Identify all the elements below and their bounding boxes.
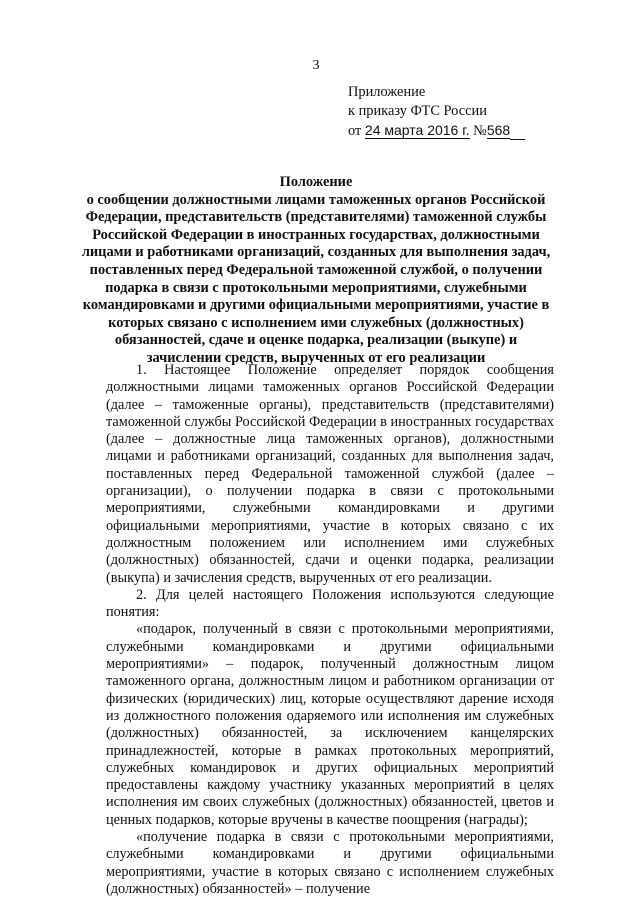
appendix-line2: к приказу ФТС России [348,103,487,119]
title-subtitle: о сообщении должностными лицами таможенных органов Российской Федерации, представительств (представителями) таможенной службы Российской Федерации в иностранных государствах, должностными лицами и работниками организаций, созданных для выполнения задач, поставленных перед Федеральной таможенной службой, о получении подарка в связи с протокольными мероприятиями, служебными командировками и другими официальными мероприятиями, участие в которых связано с исполнением ими служебных (должностных) обязанностей, сдаче и оценке подарка, реализации (выкупе) и зачислении средств, вырученных от его реализации [81,191,551,366]
document-title [76,174,556,368]
appendix-line1: Приложение [348,84,426,100]
appendix-block [348,83,525,141]
page-number: 3 [312,58,320,73]
appendix-number-label: № [473,123,487,139]
appendix-date-line [348,121,525,141]
appendix-date: 24 марта 2016 г. [364,122,470,138]
appendix-from-label: от [348,123,362,139]
paragraph-3: «подарок, полученный в связи с протокольными мероприятиями, служебными командировками и другими официальными мероприятиями» – подарок, полученный должностным лицом таможенного органа, должностным лицом и работником организации от физических (юридических) лиц, которые осуществляют дарение исходя из должностного положения одаряемого или исполнения им служебных (должностных) обязанностей, за исключением канцелярских принадлежностей, которые в рамках протокольных мероприятий, служебных командировок и других официальных мероприятий предоставлены каждому участнику указанных мероприятий в целях исполнения им своих служебных (должностных) обязанностей, цветов и ценных подарков, которые вручены в качестве поощрения (награды); [106,621,554,828]
paragraph-4: «получение подарка в связи с протокольными мероприятиями, служебными командировками и другими официальными мероприятиями, участие в которых связано с исполнением служебных (должностных) обязанностей» – получение [106,829,554,897]
paragraph-1: 1. Настоящее Положение определяет порядок сообщения должностными лицами таможенных органов Российской Федерации (далее – таможенные органы), представительств (представителями) таможенной службы Российской Федерации в иностранных государствах (далее – должностные лица таможенных органов), должностными лицами и работниками организаций, созданных для выполнения задач, поставленных перед Федеральной таможенной службой (далее – организации), о получении подарка в связи с протокольными мероприятиями, служебными командировками и другими официальными мероприятиями, участие в которых связано с их должностным положением или исполнением ими служебных (должностных) обязанностей, сдачи и оценки подарка, реализации (выкупа) и зачисления средств, вырученных от его реализации. [106,362,554,586]
paragraph-2: 2. Для целей настоящего Положения используются следующие понятия: [106,586,554,621]
document-body [106,362,554,898]
appendix-number: 568 [486,122,511,138]
title-heading: Положение [279,174,353,190]
